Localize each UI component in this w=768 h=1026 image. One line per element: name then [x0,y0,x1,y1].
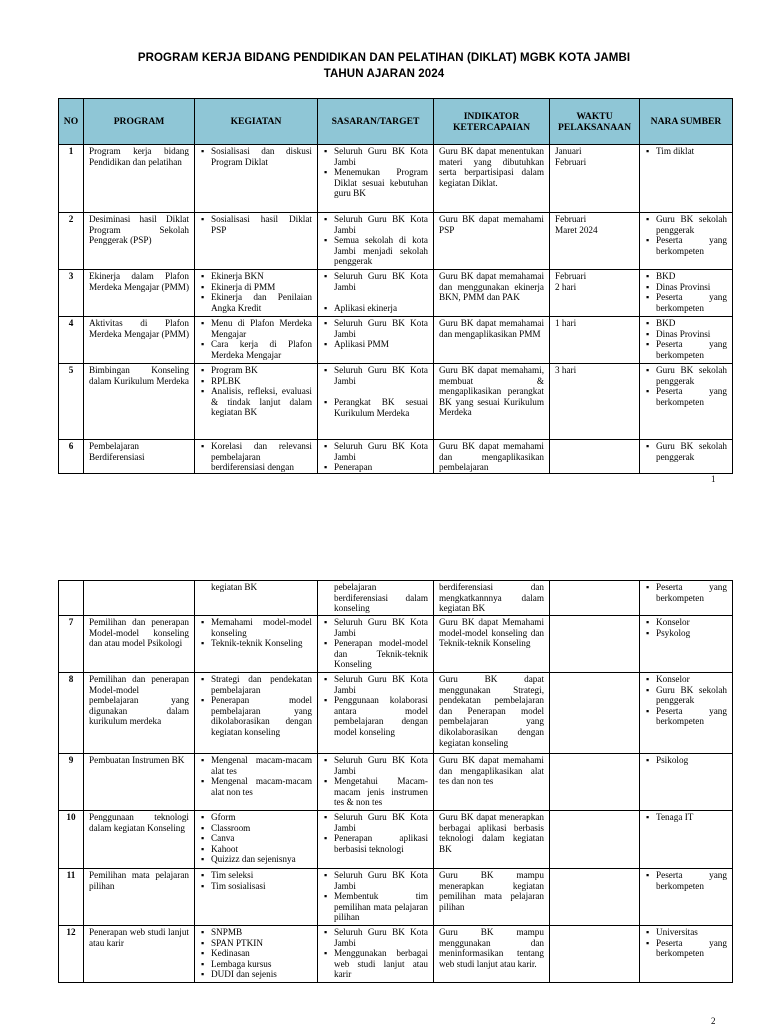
kegiatan-cell-list [200,365,312,418]
nara-sumber-cell-list [645,146,727,157]
list-item: ▪ Guru BK sekolah penggerak [656,214,727,235]
kegiatan-cell-list [200,214,312,235]
list-item: ▪ Seluruh Guru BK Kota Jambi [334,441,428,462]
nara-sumber-cell-list [645,365,727,407]
kegiatan-cell [195,364,318,440]
program-table-page-1 [58,98,733,474]
kegiatan-cell-list [200,870,312,891]
list-item: ▪ Peserta yang berkompeten [656,386,727,407]
waktu-cell-line: Februari [555,271,587,281]
list-item: ▪ Dinas Provinsi [656,329,727,340]
waktu-cell [550,270,640,317]
list-item: ▪ Tim seleksi [211,870,312,881]
list-item: ▪ Lembaga kursus [211,959,312,970]
list-item: ▪ Teknik-teknik Konseling [211,638,312,649]
nara-sumber-cell [640,213,733,270]
program-cell: Desiminasi hasil Diklat Program Sekolah Penggerak (PSP) [84,213,195,270]
indikator-cell: Guru BK mampu menerapkan kegiatan pemilihan mata pelajaran pilihan [434,869,550,926]
program-cell: Ekinerja dalam Plafon Merdeka Mengajar (PMM) [84,270,195,317]
list-item: ▪ Penerapan model pembelajaran yang dikolaborasikan dengan kegiatan konseling [211,695,312,737]
header-indikator: INDIKATOR KETERCAPAIAN [434,99,550,145]
list-item: ▪ Quizizz dan sejenisnya [211,854,312,865]
list-item: ▪ Peserta yang berkompeten [656,292,727,313]
program-cell: Pemilihan mata pelajaran pilihan [84,869,195,926]
list-item: ▪ Program BK [211,365,312,376]
nara-sumber-cell-list [645,870,727,891]
list-item: ▪ Seluruh Guru BK Kota Jambi [334,365,428,386]
row-number: 10 [59,811,84,869]
table-row [59,616,733,673]
nara-sumber-cell [640,811,733,869]
indikator-cell: Guru BK dapat memahami PSP [434,213,550,270]
sasaran-cell-list [323,214,428,267]
list-item: ▪ RPLBK [211,376,312,387]
nara-sumber-cell-list [645,318,727,360]
kegiatan-cell-list [200,318,312,360]
table-row [59,811,733,869]
row-number: 3 [59,270,84,317]
nara-sumber-cell-list [645,214,727,256]
waktu-cell-line: 3 hari [555,365,577,375]
nara-sumber-cell [640,754,733,811]
list-item: ▪ BKD [656,271,727,282]
list-item: ▪ Peserta yang berkompeten [656,235,727,256]
indikator-cell: Guru BK dapat menentukan materi yang dibutuhkan serta berpartisipasi dalam kegiatan Diklat. [434,145,550,213]
sasaran-cell: pebelajaran berdiferensiasi dalam konseling [318,581,434,616]
list-item: ▪ Cara kerja di Plafon Merdeka Mengajar [211,339,312,360]
sasaran-cell-list [323,674,428,738]
page-number: 1 [711,474,716,484]
table-row [59,926,733,983]
waktu-cell-line: Maret 2024 [555,224,598,235]
row-number: 6 [59,440,84,474]
row-number [59,581,84,616]
row-number: 7 [59,616,84,673]
header-kegiatan: KEGIATAN [195,99,318,145]
nara-sumber-cell-list [645,441,727,462]
list-item: ▪ Memahami model-model konseling [211,617,312,638]
indikator-cell: Guru BK dapat memahami, membuat & mengaplikasikan perangkat BK yang sesuai Kurikulum Merdeka [434,364,550,440]
list-item: ▪ Tim diklat [656,146,727,157]
list-item: ▪ Mengenal macam-macam alat tes [211,755,312,776]
sasaran-cell [318,616,434,673]
sasaran-cell-list [323,617,428,670]
indikator-cell: Guru BK dapat memahami dan mengaplikasikan pembelajaran [434,440,550,474]
sasaran-cell [318,364,434,440]
row-number: 12 [59,926,84,983]
indikator-cell: Guru BK dapat menggunakan Strategi, pendekatan pembelajaran dan Penerapan model pembelajaran yang dikolaborasikan dengan kegiatan konseling [434,673,550,754]
row-number: 1 [59,145,84,213]
sasaran-cell-list [323,146,428,199]
header-program: PROGRAM [84,99,195,145]
waktu-cell [550,811,640,869]
list-item: ▪ Guru BK sekolah penggerak [656,685,727,706]
list-item: ▪ Ekinerja BKN [211,271,312,282]
page-number: 2 [711,1016,716,1026]
nara-sumber-cell [640,869,733,926]
kegiatan-cell-list [200,674,312,738]
list-item: ▪ Aplikasi PMM [334,339,428,350]
waktu-cell [550,616,640,673]
waktu-cell [550,754,640,811]
kegiatan-cell [195,145,318,213]
program-cell: Pembuatan Instrumen BK [84,754,195,811]
sasaran-cell-list [323,870,428,923]
list-item: ▪ Semua sekolah di kota Jambi menjadi sekolah penggerak [334,235,428,267]
table-row [59,364,733,440]
indikator-cell: Guru BK mampu menggunakan dan meninformasikan tentang web studi lanjut atau karir. [434,926,550,983]
waktu-cell-line: Januari [555,146,582,156]
program-cell: Pemilihan dan penerapan Model-model pembelajaran yang digunakan dalam kurikulum merdeka [84,673,195,754]
list-item: ▪ SNPMB [211,927,312,938]
list-item: ▪ Penggunaan kolaborasi antara model pembelajaran dengan model konseling [334,695,428,737]
nara-sumber-cell-list [645,812,727,823]
list-item: ▪ Seluruh Guru BK Kota Jambi [334,146,428,167]
kegiatan-cell-list [200,812,312,865]
list-item: ▪ Strategi dan pendekatan pembelajaran [211,674,312,695]
sasaran-cell [318,754,434,811]
nara-sumber-cell-list [645,927,727,959]
list-item: ▪ Seluruh Guru BK Kota Jambi [334,318,428,339]
waktu-cell [550,440,640,474]
nara-sumber-cell-list [645,271,727,313]
sasaran-cell [318,440,434,474]
nara-sumber-cell [640,440,733,474]
table-row [59,317,733,364]
list-item: ▪ Tim sosialisasi [211,881,312,892]
nara-sumber-cell [640,270,733,317]
list-item: ▪ Seluruh Guru BK Kota Jambi [334,870,428,891]
row-number: 9 [59,754,84,811]
list-item: ▪ Penerapan aplikasi berbasisi teknologi [334,833,428,854]
sasaran-cell-list [323,755,428,808]
sasaran-cell [318,869,434,926]
table-row [59,673,733,754]
indikator-cell: Guru BK dapat memahami dan mengaplikasikan alat tes dan non tes [434,754,550,811]
header-nara-sumber: NARA SUMBER [640,99,733,145]
waktu-cell [550,926,640,983]
nara-sumber-cell-list [645,617,727,638]
table-row [59,145,733,213]
table-row [59,270,733,317]
list-item: ▪ Menu di Plafon Merdeka Mengajar [211,318,312,339]
waktu-cell [550,213,640,270]
list-item: ▪ Korelasi dan relevansi pembelajaran berdiferensiasi dengan [211,441,312,473]
sasaran-cell [318,145,434,213]
kegiatan-cell-list [200,927,312,980]
list-item: ▪ Gform [211,812,312,823]
sasaran-cell-list [323,318,428,350]
program-cell: Program kerja bidang Pendidikan dan pelatihan [84,145,195,213]
kegiatan-cell [195,213,318,270]
list-item: ▪ Universitas [656,927,727,938]
header-waktu: WAKTU PELAKSANAAN [550,99,640,145]
waktu-cell [550,364,640,440]
program-cell: Aktivitas di Plafon Merdeka Mengajar (PMM) [84,317,195,364]
list-item: ▪ Membentuk tim pemilihan mata pelajaran pilihan [334,891,428,923]
sasaran-cell [318,213,434,270]
table-row [59,213,733,270]
list-item: ▪ Aplikasi ekinerja [334,303,428,314]
table-row [59,440,733,474]
list-item: ▪ Psikolog [656,755,727,766]
indikator-cell: Guru BK dapat Memahami model-model konseling dan Teknik-teknik Konseling [434,616,550,673]
waktu-cell [550,869,640,926]
waktu-cell-line: Februari [555,214,587,224]
list-item: ▪ Seluruh Guru BK Kota Jambi [334,214,428,235]
list-item: ▪ SPAN PTKIN [211,938,312,949]
sasaran-cell-list [323,927,428,980]
kegiatan-cell-list [200,146,312,167]
nara-sumber-cell [640,364,733,440]
list-item: ▪ Seluruh Guru BK Kota Jambi [334,617,428,638]
program-cell [84,581,195,616]
program-cell: Penerapan web studi lanjut atau karir [84,926,195,983]
table-row [59,754,733,811]
list-item: ▪ Menggunakan berbagai web studi lanjut atau karir [334,948,428,980]
kegiatan-cell [195,440,318,474]
nara-sumber-cell-list [645,582,727,603]
kegiatan-cell [195,673,318,754]
list-item: ▪ Seluruh Guru BK Kota Jambi [334,271,428,292]
list-item: ▪ BKD [656,318,727,329]
list-item: ▪ Psykolog [656,628,727,639]
kegiatan-cell [195,616,318,673]
list-item: ▪ Canva [211,833,312,844]
list-item: ▪ Peserta yang berkompeten [656,938,727,959]
waktu-cell [550,145,640,213]
nara-sumber-cell [640,926,733,983]
waktu-cell [550,317,640,364]
sasaran-cell [318,270,434,317]
kegiatan-cell: kegiatan BK [195,581,318,616]
table-row [59,869,733,926]
program-cell: Penggunaan teknologi dalam kegiatan Konseling [84,811,195,869]
nara-sumber-cell [640,145,733,213]
list-item: ▪ Guru BK sekolah penggerak [656,441,727,462]
list-item: ▪ Classroom [211,823,312,834]
sasaran-cell [318,811,434,869]
program-cell: Bimbingan Konseling dalam Kurikulum Merdeka [84,364,195,440]
waktu-cell-line: Februari [555,156,587,167]
list-item: ▪ Analisis, refleksi, evaluasi & tindak lanjut dalam kegiatan BK [211,386,312,418]
sasaran-cell-list [323,812,428,854]
list-item: ▪ Seluruh Guru BK Kota Jambi [334,674,428,695]
list-item: ▪ Perangkat BK sesuai Kurikulum Merdeka [334,397,428,418]
indikator-cell: Guru BK dapat memahamai dan mengaplikasikan PMM [434,317,550,364]
list-item: ▪ Konselor [656,674,727,685]
list-item: ▪ Mengenal macam-macam alat non tes [211,776,312,797]
program-table-page-2 [58,580,733,983]
nara-sumber-cell [640,616,733,673]
list-item: ▪ Peserta yang berkompeten [656,706,727,727]
sasaran-cell-list [323,271,428,314]
header-sasaran: SASARAN/TARGET [318,99,434,145]
list-item: ▪ Mengetahui Macam-macam jenis instrumen tes & non tes [334,776,428,808]
table-header-row [59,99,733,145]
kegiatan-cell [195,754,318,811]
waktu-cell-line: 1 hari [555,318,577,328]
list-item: ▪ Seluruh Guru BK Kota Jambi [334,812,428,833]
list-item: ▪ Dinas Provinsi [656,282,727,293]
nara-sumber-cell-list [645,755,727,766]
list-item: ▪ Guru BK sekolah penggerak [656,365,727,386]
list-item: ▪ Peserta yang berkompeten [656,870,727,891]
list-item: ▪ Konselor [656,617,727,628]
program-cell: Pembelajaran Berdiferensiasi [84,440,195,474]
kegiatan-cell-list [200,617,312,649]
sasaran-cell [318,673,434,754]
row-number: 5 [59,364,84,440]
kegiatan-cell [195,811,318,869]
sasaran-cell [318,317,434,364]
document-subtitle: TAHUN AJARAN 2024 [323,68,445,80]
row-number: 2 [59,213,84,270]
list-item: ▪ Penerapan model-model dan Teknik-teknik Konseling [334,638,428,670]
list-item: ▪ Peserta yang berkompeten [656,339,727,360]
document-title: PROGRAM KERJA BIDANG PENDIDIKAN DAN PELATIHAN (DIKLAT) MGBK KOTA JAMBI [137,52,631,64]
list-item: ▪ Sosialisasi hasil Diklat PSP [211,214,312,235]
nara-sumber-cell-list [645,674,727,727]
indikator-cell: Guru BK dapat menerapkan berbagai aplikasi berbasis teknologi dalam kegiatan BK [434,811,550,869]
list-item: ▪ Kedinasan [211,948,312,959]
list-item: ▪ Kahoot [211,844,312,855]
indikator-cell: berdiferensiasi dan mengkatkannnya dalam kegiatan BK [434,581,550,616]
list-item: ▪ Tenaga IT [656,812,727,823]
list-item: ▪ Menemukan Program Diklat sesuai kebutuhan guru BK [334,167,428,199]
list-item: ▪ Ekinerja di PMM [211,282,312,293]
sasaran-cell-list [323,365,428,418]
sasaran-cell [318,926,434,983]
row-number: 8 [59,673,84,754]
waktu-cell [550,673,640,754]
nara-sumber-cell [640,317,733,364]
kegiatan-cell [195,270,318,317]
program-cell: Pemilihan dan penerapan Model-model konseling dan atau model Psikologi [84,616,195,673]
row-number: 11 [59,869,84,926]
sasaran-cell-list [323,441,428,473]
table-row [59,581,733,616]
list-item: ▪ DUDI dan sejenis [211,969,312,980]
kegiatan-cell-list [200,441,312,473]
row-number: 4 [59,317,84,364]
list-item: ▪ Seluruh Guru BK Kota Jambi [334,755,428,776]
list-item: ▪ Seluruh Guru BK Kota Jambi [334,927,428,948]
nara-sumber-cell [640,581,733,616]
kegiatan-cell [195,869,318,926]
kegiatan-cell-list [200,755,312,797]
kegiatan-cell-list [200,271,312,313]
header-no: NO [59,99,84,145]
nara-sumber-cell [640,673,733,754]
kegiatan-cell [195,317,318,364]
waktu-cell-line: 2 hari [555,281,577,292]
list-item: ▪ Peserta yang berkompeten [656,582,727,603]
list-item: ▪ Ekinerja dan Penilaian Angka Kredit [211,292,312,313]
list-item: ▪ Penerapan [334,462,428,473]
indikator-cell: Guru BK dapat memahamai dan menggunakan ekinerja BKN, PMM dan PAK [434,270,550,317]
list-item: ▪ Sosialisasi dan diskusi Program Diklat [211,146,312,167]
waktu-cell [550,581,640,616]
kegiatan-cell [195,926,318,983]
